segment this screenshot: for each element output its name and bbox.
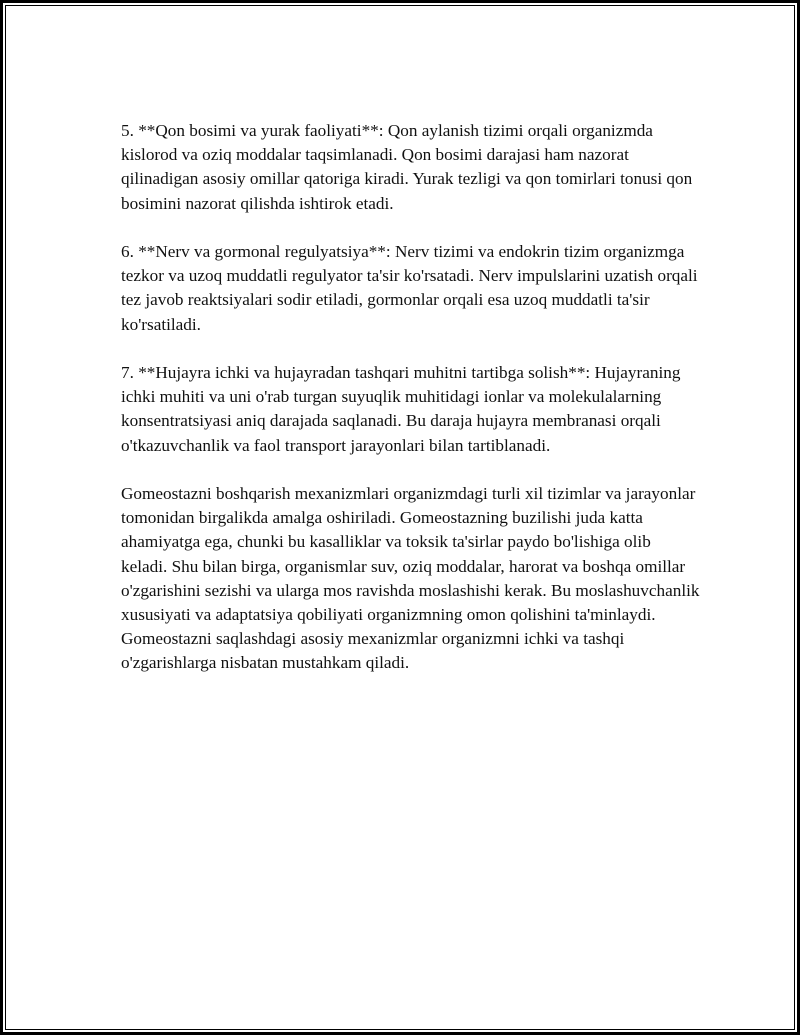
- paragraph-homeostasis-summary: Gomeostazni boshqarish mexanizmlari organizmdagi turli xil tizimlar va jarayonlar tomonidan birgalikda amalga oshiriladi. Gomeostazning buzilishi juda katta ahamiyatga ega, chunki bu kasalliklar va toksik ta'sirlar paydo bo'lishiga olib keladi. Shu bilan birga, organismlar suv, oziq moddalar, harorat va boshqa omillar o'zgarishini sezishi va ularga mos ravishda moslashishi kerak. Bu moslashuvchanlik xususiyati va adaptatsiya qobiliyati organizmning omon qolishini ta'minlaydi. Gomeostazni saqlashdagi asosiy mexanizmlar organizmni ichki va tashqi o'zgarishlarga nisbatan mustahkam qiladi.: [121, 484, 700, 673]
- paragraph-blood-pressure: 5. **Qon bosimi va yurak faoliyati**: Qon aylanish tizimi orqali organizmda kislorod va oziq moddalar taqsimlanadi. Qon bosimi darajasi ham nazorat qilinadigan asosiy omillar qatoriga kiradi. Yurak tezligi va qon tomirlari tonusi qon bosimini nazorat qilishda ishtirok etadi.: [121, 121, 693, 213]
- document-body: [121, 119, 701, 700]
- paragraph-nerve-hormonal-regulation: 6. **Nerv va gormonal regulyatsiya**: Nerv tizimi va endokrin tizim organizmga tezkor va uzoq muddatli regulyator ta'sir ko'rsatadi. Nerv impulslarini uzatish orqali tez javob reaktsiyalari sodir etiladi, gormonlar orqali esa uzoq muddatli ta'sir ko'rsatiladi.: [121, 242, 698, 334]
- paragraph-cell-environment: 7. **Hujayra ichki va hujayradan tashqari muhitni tartibga solish**: Hujayraning ichki muhiti va uni o'rab turgan suyuqlik muhitidagi ionlar va molekulalarning konsentratsiyasi aniq darajada saqlanadi. Bu daraja hujayra membranasi orqali o'tkazuvchanlik va faol transport jarayonlari bilan tartiblanadi.: [121, 363, 681, 455]
